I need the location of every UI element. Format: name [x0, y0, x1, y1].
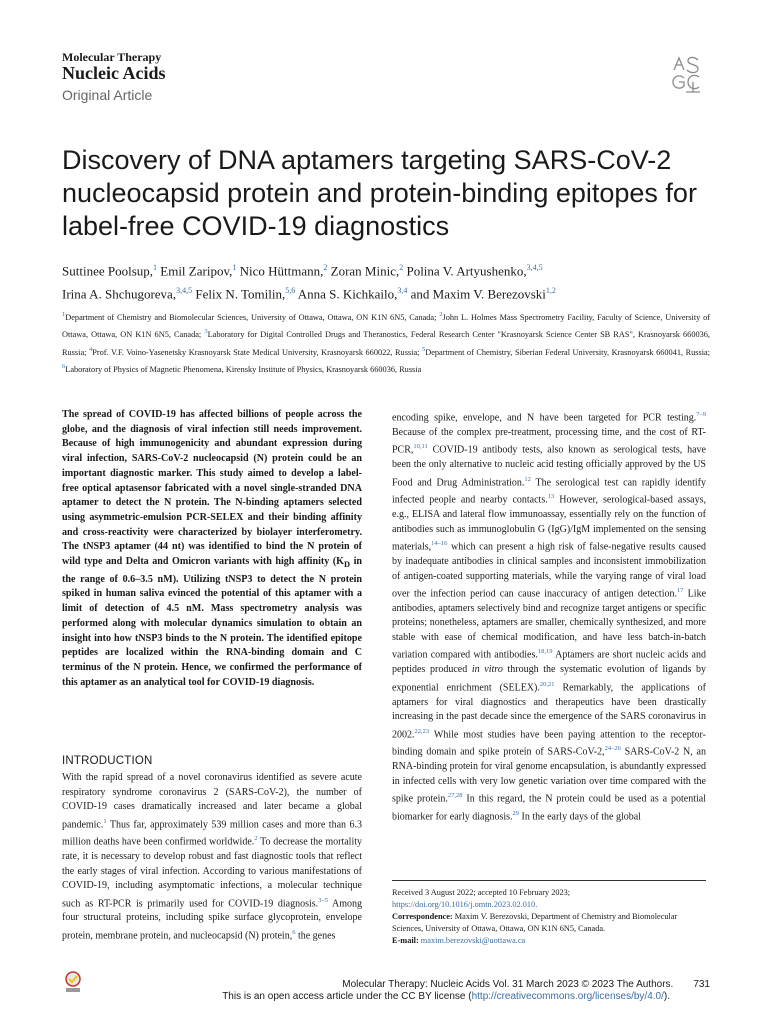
correspondence-label: Correspondence:	[392, 912, 453, 921]
citation-text: Molecular Therapy: Nucleic Acids Vol. 31 March 2023 © 2023 The Authors.	[342, 979, 674, 990]
journal-name-line2: Nucleic Acids	[62, 63, 166, 83]
journal-name-line1: Molecular Therapy	[62, 50, 162, 64]
doi-link[interactable]: https://doi.org/10.1016/j.omtn.2023.02.010.	[392, 900, 538, 909]
email-link[interactable]: maxim.berezovski@uottawa.ca	[418, 936, 526, 945]
article-title: Discovery of DNA aptamers targeting SARS-CoV-2 nucleocapsid protein and protein-binding epitopes for label-free COVID-19 diagnostics	[62, 145, 697, 241]
footnote-divider	[392, 880, 706, 881]
email-label: E-mail:	[392, 936, 419, 945]
license-close: ).	[663, 991, 670, 1002]
abstract: The spread of COVID-19 has affected billions of people across the globe, and the diagnosis of viral infection still needs improvement. Because of high immunogenicity and abundant expression during viral infection, SARS-CoV-2 nucleocapsid (N) protein could be an important diagnostic marker. This study aimed to develop a label-free optical aptasensor fabricated with a novel single-stranded DNA aptamer to detect the N protein. The N-binding aptamers selected using asymmetric-emulsion PCR-SELEX and their binding affinity and cross-reactivity were characterized by biolayer interferometry. The tNSP3 aptamer (44 nt) was identified to bind the N protein of wild type and Delta and Omicron variants with high affinity ($K_D$ in the range of 0.6–3.5 nM). Utilizing tNSP3 to detect the N protein spiked in human saliva evinced the potential of this aptamer with a limit of detection of 4.5 nM. Mass spectrometry analysis was performed along with molecular dynamics simulation to obtain an insight into how tNSP3 binds to the N protein. The identified epitope peptides are localized within the RNA-binding domain and C terminus of the N protein. Hence, we confirmed the performance of this aptamer as an analytical tool for COVID-19 diagnosis.	[62, 409, 362, 688]
check-for-updates-icon[interactable]	[62, 970, 84, 994]
license-link[interactable]: http://creativecommons.org/licenses/by/4.0/	[471, 991, 664, 1002]
correspondence-text: Maxim V. Berezovski, Department of Chemistry and Biomolecular Sciences, University of Ottawa, Ottawa, ON K1N 6N5, Canada.	[392, 912, 678, 933]
footer-citation	[200, 979, 710, 991]
affiliations: $^1$Department of Chemistry and Biomolecular Sciences, University of Ottawa, Ottawa, ON K1N 6N5, Canada; $^2$John L. Holmes Mass Spectrometry Facility, Faculty of Science, University of Ottawa, Ottawa, ON K1N 6N5, Canada; $^3$Laboratory for Digital Controlled Drugs and Theranostics, Federal Research Center "Krasnoyarsk Science Center SB RAS", Krasnoyarsk 660036, Russia; $^4$Prof. V.F. Voino-Yasenetsky Krasnoyarsk State Medical University, Krasnoyarsk 660022, Russia; $^5$Department of Chemistry, Siberian Federal University, Krasnoyarsk 660041, Russia; $^6$Laboratory of Physics of Magnetic Phenomena, Kirensky Institute of Physics, Krasnoyarsk 660036, Russia	[62, 311, 711, 374]
section-heading-introduction: INTRODUCTION	[62, 755, 153, 767]
introduction-text-left: With the rapid spread of a novel coronavirus identified as severe acute respiratory syndrome coronavirus 2 (SARS-CoV-2), the number of COVID-19 cases dramatically increased and later became a global pandemic.$^1$ Thus far, approximately 539 million cases and more than 6.3 million deaths have been confirmed worldwide.$^2$ To decrease the mortality rate, it is necessary to develop robust and fast diagnostic tools that reflect the early stages of viral infection. According to various manifestations of COVID-19, including asymptomatic infections, a molecular technique such as RT-PCR is primarily used for COVID-19 diagnosis.$^{3-5}$ Among four structural proteins, including spike surface glycoprotein, envelope protein, membrane protein, and nucleocapsid (N) protein,$^6$ the genes	[62, 772, 362, 942]
page-number: 731	[693, 979, 710, 990]
asgct-logo-icon	[668, 52, 704, 94]
received-dates: Received 3 August 2022; accepted 10 February 2023;	[392, 888, 571, 897]
license-text: This is an open access article under the CC BY license (	[222, 991, 472, 1002]
footer-license	[160, 991, 670, 1003]
introduction-text-right: encoding spike, envelope, and N have been targeted for PCR testing.$^{7-9}$ Because of the complex pre-treatment, processing time, and the cost of RT-PCR,$^{10,11}$ COVID-19 antibody tests, also known as serological tests, have been the only alternative to nucleic acid testing officially approved by the US Food and Drug Administration.$^{12}$ The serological test can rapidly identify infected people and nearby contacts.$^{13}$ However, serological-based assays, e.g., ELISA and lateral flow immunoassay, essentially rely on the function of antibodies such as immunoglobulin G (IgG)/IgM implemented on the sensing materials,$^{14-16}$ which can present a high risk of false-negative results caused by inadequate antibodies in clinical samples and inconsistent immobilization of antigen-coated supporting materials, while the varying range of viral load over the infection period can cause inaccuracy of antigen detection.$^{17}$ Like antibodies, aptamers selectively bind and recognize target antigens or specific proteins; nonetheless, aptamers are smaller, chemically synthesized, and more stable with ease of chemical modification, and have less batch-in-batch variation compared with antibodies.$^{18,19}$ Aptamers are short nucleic acids and peptides produced in vitro through the systematic evolution of ligands by exponential enrichment (SELEX).$^{20,21}$ Remarkably, the applications of aptamers for viral diagnostics and therapeutics have been drastically increasing in the past decade since the emergence of the SARS coronavirus in 2002.$^{22,23}$ While most studies have been paying attention to the receptor-binding domain and spike protein of SARS-CoV-2,$^{24-26}$ SARS-CoV-2 N, an RNA-binding protein for viral genome encapsulation, is abundantly expressed in infected cells with very low genetic variation over time compared with the spike protein.$^{27,28}$ In this regard, the N protein could be used as a potential biomarker for early diagnosis.$^{29}$ In the early days of the global	[392, 411, 707, 823]
article-notes	[392, 887, 706, 947]
email-line	[392, 935, 706, 947]
correspondence	[392, 911, 706, 935]
author-list: Suttinee Poolsup,$^1$ Emil Zaripov,$^1$ Nico Hüttmann,$^2$ Zoran Minic,$^2$ Polina V. Artyushenko,$^{3,4,5}$ Irina A. Shchugoreva,$^{3,4,5}$ Felix N. Tomilin,$^{5,6}$ Anna S. Kichkailo,$^{3,4}$ and Maxim V. Berezovski$^{1,2}$	[62, 263, 556, 302]
article-type: Original Article	[62, 87, 153, 103]
